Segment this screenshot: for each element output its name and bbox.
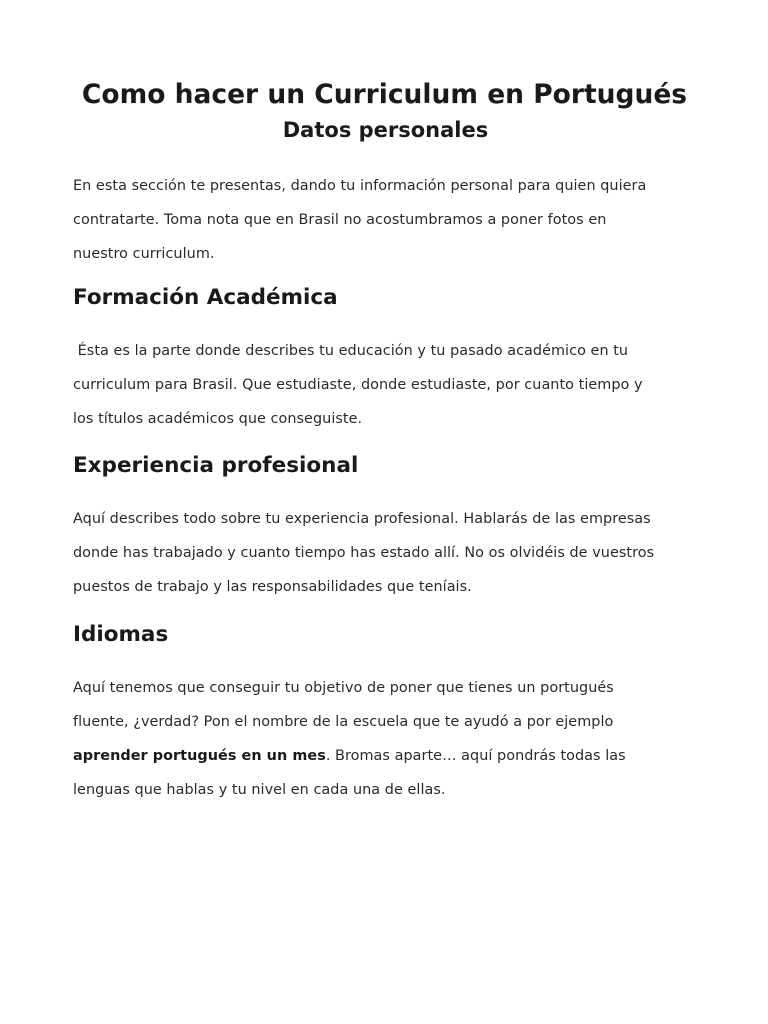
paragraph-line: fluente, ¿verdad? Pon el nombre de la escuela que te ayudó a por ejemplo <box>73 714 614 730</box>
intro-paragraph <box>73 169 698 271</box>
paragraph-line: donde has trabajado y cuanto tiempo has estado allí. No os olvidéis de vuestros <box>73 545 655 561</box>
document-title: Como hacer un Curriculum en Portugués <box>81 79 688 110</box>
paragraph-line: lenguas que hablas y tu nivel en cada una de ellas. <box>73 782 446 798</box>
paragraph-line: Aquí tenemos que conseguir tu objetivo de poner que tienes un portugués <box>73 680 614 696</box>
paragraph-line: Ésta es la parte donde describes tu educación y tu pasado académico en tu <box>73 343 629 359</box>
paragraph-line-rest: . Bromas aparte… aquí pondrás todas las <box>325 748 626 764</box>
paragraph-line: nuestro curriculum. <box>73 246 215 262</box>
paragraph-line: En esta sección te presentas, dando tu información personal para quien quiera <box>73 178 647 194</box>
paragraph-line: los títulos académicos que conseguiste. <box>73 411 363 427</box>
document-page <box>73 78 698 807</box>
section-heading-formacion: Formación Académica <box>73 285 338 310</box>
section-heading-experiencia: Experiencia profesional <box>73 453 359 478</box>
section-paragraph-formacion <box>73 334 698 436</box>
section-paragraph-idiomas <box>73 671 698 807</box>
paragraph-line: curriculum para Brasil. Que estudiaste, donde estudiaste, por cuanto tiempo y <box>73 377 643 393</box>
aprender-portugues-link[interactable]: aprender portugués en un mes <box>73 748 326 764</box>
paragraph-line: contratarte. Toma nota que en Brasil no acostumbramos a poner fotos en <box>73 212 607 228</box>
document-subtitle: Datos personales <box>282 118 489 142</box>
section-heading-idiomas: Idiomas <box>73 622 169 647</box>
section-paragraph-experiencia <box>73 502 698 604</box>
paragraph-line: puestos de trabajo y las responsabilidades que teníais. <box>73 579 472 595</box>
paragraph-line: Aquí describes todo sobre tu experiencia profesional. Hablarás de las empresas <box>73 511 651 527</box>
